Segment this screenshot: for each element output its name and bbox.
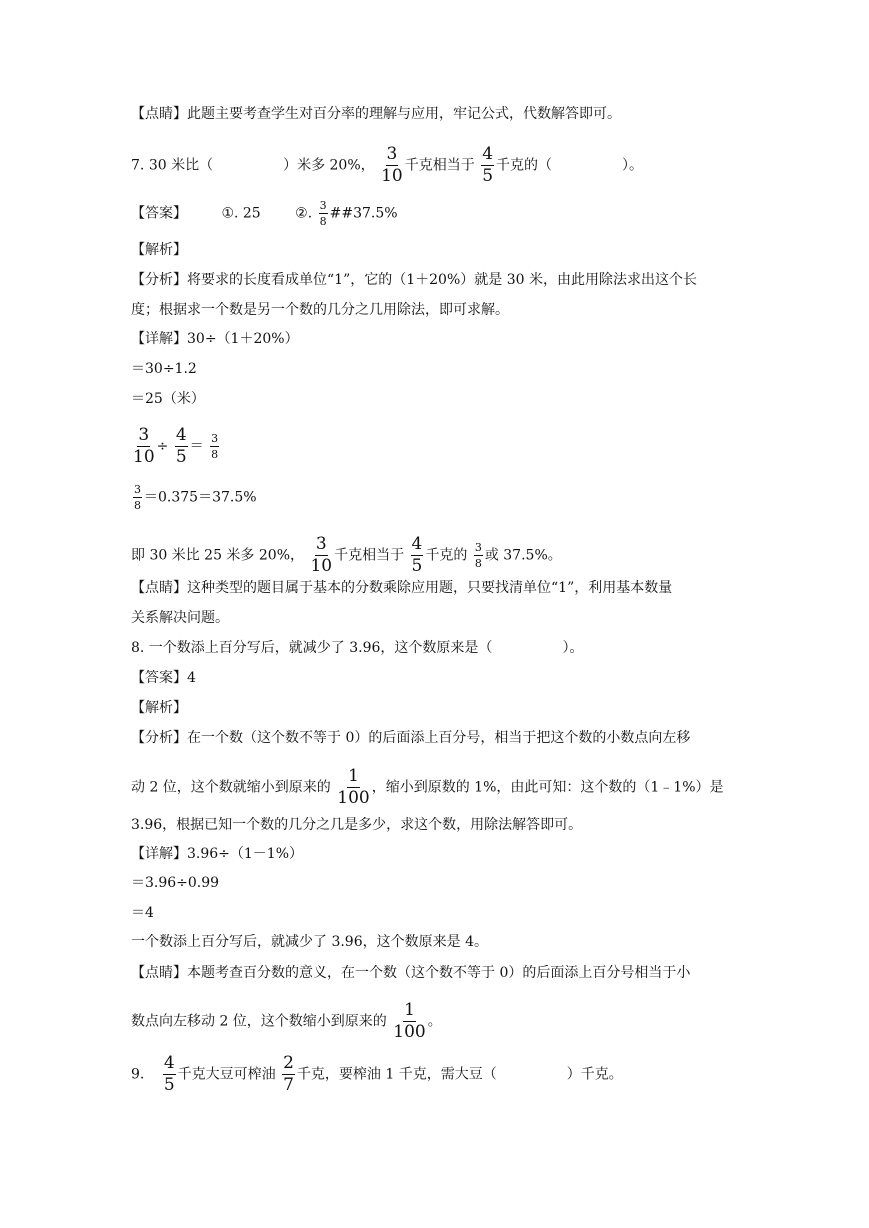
question-number: 9. (131, 1066, 145, 1083)
fraction: $\frac{4}{5}$ (482, 144, 494, 186)
step: ＝25（米） (131, 391, 205, 407)
step: ＝4 (131, 905, 154, 921)
fenxi-8-end: 3.96，根据已知一个数的几分之几是多少，求这个数，用除法解答即可。 (131, 817, 583, 833)
fraction: $\frac{4}{5}$ (163, 1053, 175, 1095)
answer-7: 【答案】 ①. 25 ②. $\frac{3}{8}$ ##37.5% (131, 199, 398, 228)
fraction: $\frac{3}{10}$ (310, 534, 333, 576)
question-9: 9. $\frac{4}{5}$ 千克大豆可榨油 $\frac{2}{7}$ 千克，要榨油 1 千克，需大豆（ ）千克。 (131, 1053, 623, 1095)
step: ＝30÷1.2 (131, 361, 197, 377)
dianjing-7: 【点睛】这种类型的题目属于基本的分数乘除应用题，只要找清单位“1”，利用基本数量 (131, 580, 673, 596)
fraction: $\frac{3}{8}$ (319, 199, 327, 228)
question-8: 8. 一个数添上百分写后，就减少了 3.96，这个数原来是（ ）。 (131, 640, 584, 656)
question-7: 7. 30 米比（ ）米多 20%， $\frac{3}{10}$ 千克相当于 $\frac{4}{5}$ 千克的（ ）。 (131, 144, 644, 186)
fraction: $\frac{1}{100}$ (337, 766, 370, 808)
jiexi-heading: 【解析】 (131, 242, 187, 258)
conclusion-8: 一个数添上百分写后，就减少了 3.96，这个数原来是 4。 (131, 934, 488, 950)
fenxi-7-cont: 度；根据求一个数是另一个数的几分之几用除法，即可求解。 (131, 302, 509, 318)
fenxi-7: 【分析】将要求的长度看成单位“1”，它的（1＋20%）就是 30 米，由此用除法求出这个长 (131, 272, 697, 288)
dianjing-6: 【点睛】此题主要考查学生对百分率的理解与应用，牢记公式，代数解答即可。 (131, 106, 621, 122)
xiangjie-7: 【详解】30÷（1＋20%） (131, 331, 299, 347)
fraction: $\frac{4}{5}$ (411, 534, 423, 576)
fraction: $\frac{3}{10}$ (381, 144, 403, 186)
step-fraction-division: $\frac{3}{10}$ ÷ $\frac{4}{5}$ ＝ $\frac{3}{8}$ (133, 425, 219, 467)
fenxi-8: 【分析】在一个数（这个数不等于 0）的后面添上百分号，相当于把这个数的小数点向左移 (131, 730, 691, 746)
xiangjie-8: 【详解】3.96÷（1－1%） (131, 846, 304, 862)
fraction: $\frac{3}{8}$ (134, 483, 141, 512)
fraction: $\frac{1}{100}$ (393, 1000, 426, 1042)
fraction: $\frac{3}{10}$ (133, 425, 155, 467)
question-number: 7. (131, 157, 145, 174)
fraction: $\frac{3}{8}$ (474, 541, 482, 570)
jiexi-heading: 【解析】 (131, 700, 187, 716)
step: ＝3.96÷0.99 (131, 875, 220, 891)
fraction: $\frac{4}{5}$ (175, 425, 187, 467)
dianjing-7-cont: 关系解决问题。 (131, 610, 229, 626)
step-percent: $\frac{3}{8}$ ＝0.375＝37.5% (134, 483, 257, 512)
conclusion-7: 即 30 米比 25 米多 20%， $\frac{3}{10}$ 千克相当于 $\frac{4}{5}$ 千克的 $\frac{3}{8}$ 或 37.5%。 (131, 534, 562, 576)
fenxi-8-cont: 动 2 位，这个数就缩小到原来的 $\frac{1}{100}$ ，缩小到原数的 1%，由此可知：这个数的（1﹣1%）是 (131, 766, 724, 808)
dianjing-8: 【点睛】本题考查百分数的意义，在一个数（这个数不等于 0）的后面添上百分号相当于小 (131, 965, 691, 981)
fraction: $\frac{2}{7}$ (283, 1053, 294, 1095)
answer-8: 【答案】4 (131, 670, 196, 686)
dianjing-8-cont: 数点向左移动 2 位，这个数缩小到原来的 $\frac{1}{100}$ 。 (131, 1000, 442, 1042)
fraction: $\frac{3}{8}$ (211, 432, 219, 461)
